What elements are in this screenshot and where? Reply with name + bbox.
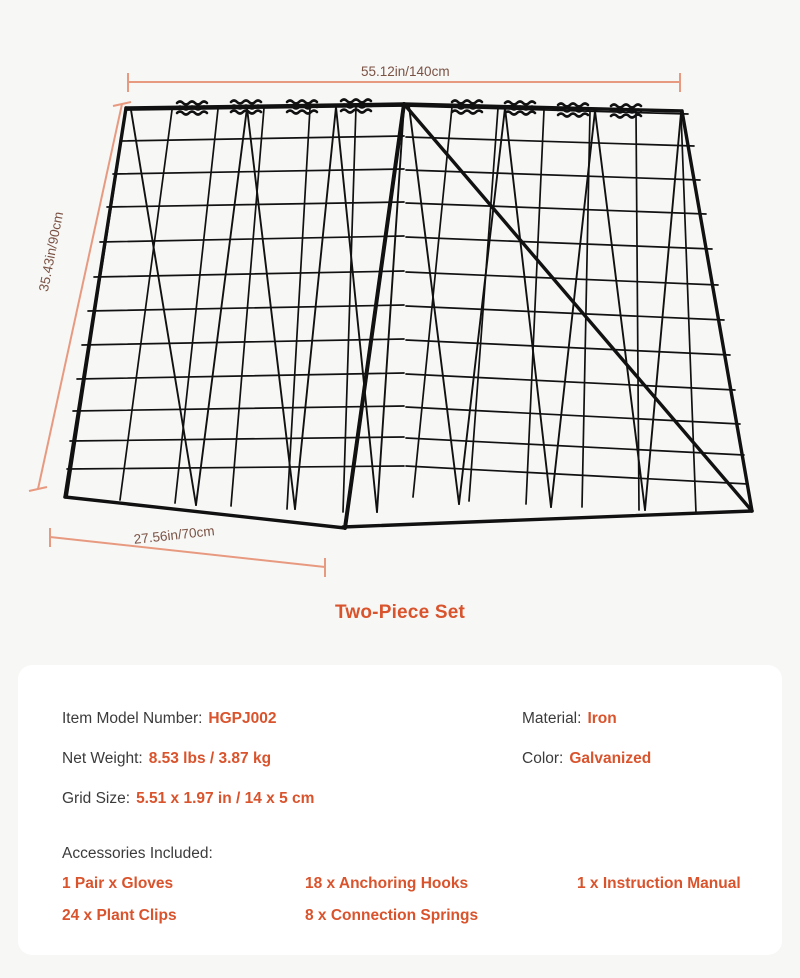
- spec-row-item-model-number: [62, 699, 522, 739]
- product-caption: Two-Piece Set: [334, 602, 465, 623]
- spec-row-grid-size: [62, 779, 522, 819]
- spec-label-material: Material:: [522, 710, 582, 727]
- spec-label-grid-size: Grid Size:: [62, 790, 131, 807]
- panel-right-bottom-rail: [343, 511, 752, 527]
- spec-value-net-weight: 8.53 lbs / 3.87 kg: [148, 750, 272, 767]
- spec-row-spacer: [522, 779, 738, 819]
- spec-value-material: Iron: [587, 710, 617, 727]
- spec-label-item-model-number: Item Model Number:: [62, 710, 203, 727]
- spec-value-color: Galvanized: [569, 750, 652, 767]
- panel-right-horizontal-wires: [406, 106, 748, 484]
- accessories-grid: [62, 875, 741, 925]
- accessory-item-anchoring-hooks: 18 x Anchoring Hooks: [305, 875, 469, 892]
- panel-right-vertical-wires: [413, 107, 696, 513]
- spec-label-color: Color:: [522, 750, 564, 767]
- dimension-height: [29, 102, 131, 491]
- spec-row-color: [522, 739, 738, 779]
- accessory-item-gloves: 1 Pair x Gloves: [62, 875, 174, 892]
- spec-value-item-model-number: HGPJ002: [208, 710, 277, 727]
- accessory-item-plant-clips: 24 x Plant Clips: [62, 907, 177, 924]
- trellis-panel-right: [343, 101, 752, 528]
- spec-row-material: [522, 699, 738, 739]
- specification-card: [18, 665, 782, 955]
- accessory-item-instruction-manual: 1 x Instruction Manual: [577, 875, 741, 892]
- dimension-width-label: 55.12in/140cm: [361, 64, 450, 79]
- accessory-item-connection-springs: 8 x Connection Springs: [305, 907, 479, 924]
- dimension-depth-label: 27.56in/70cm: [133, 523, 216, 547]
- spec-label-net-weight: Net Weight:: [62, 750, 143, 767]
- accessories-title: Accessories Included:: [62, 845, 213, 862]
- dimension-height-label: 35.43in/90cm: [36, 210, 67, 293]
- spec-grid: [62, 699, 738, 819]
- spec-row-net-weight: [62, 739, 522, 779]
- spec-value-grid-size: 5.51 x 1.97 in / 14 x 5 cm: [136, 790, 315, 807]
